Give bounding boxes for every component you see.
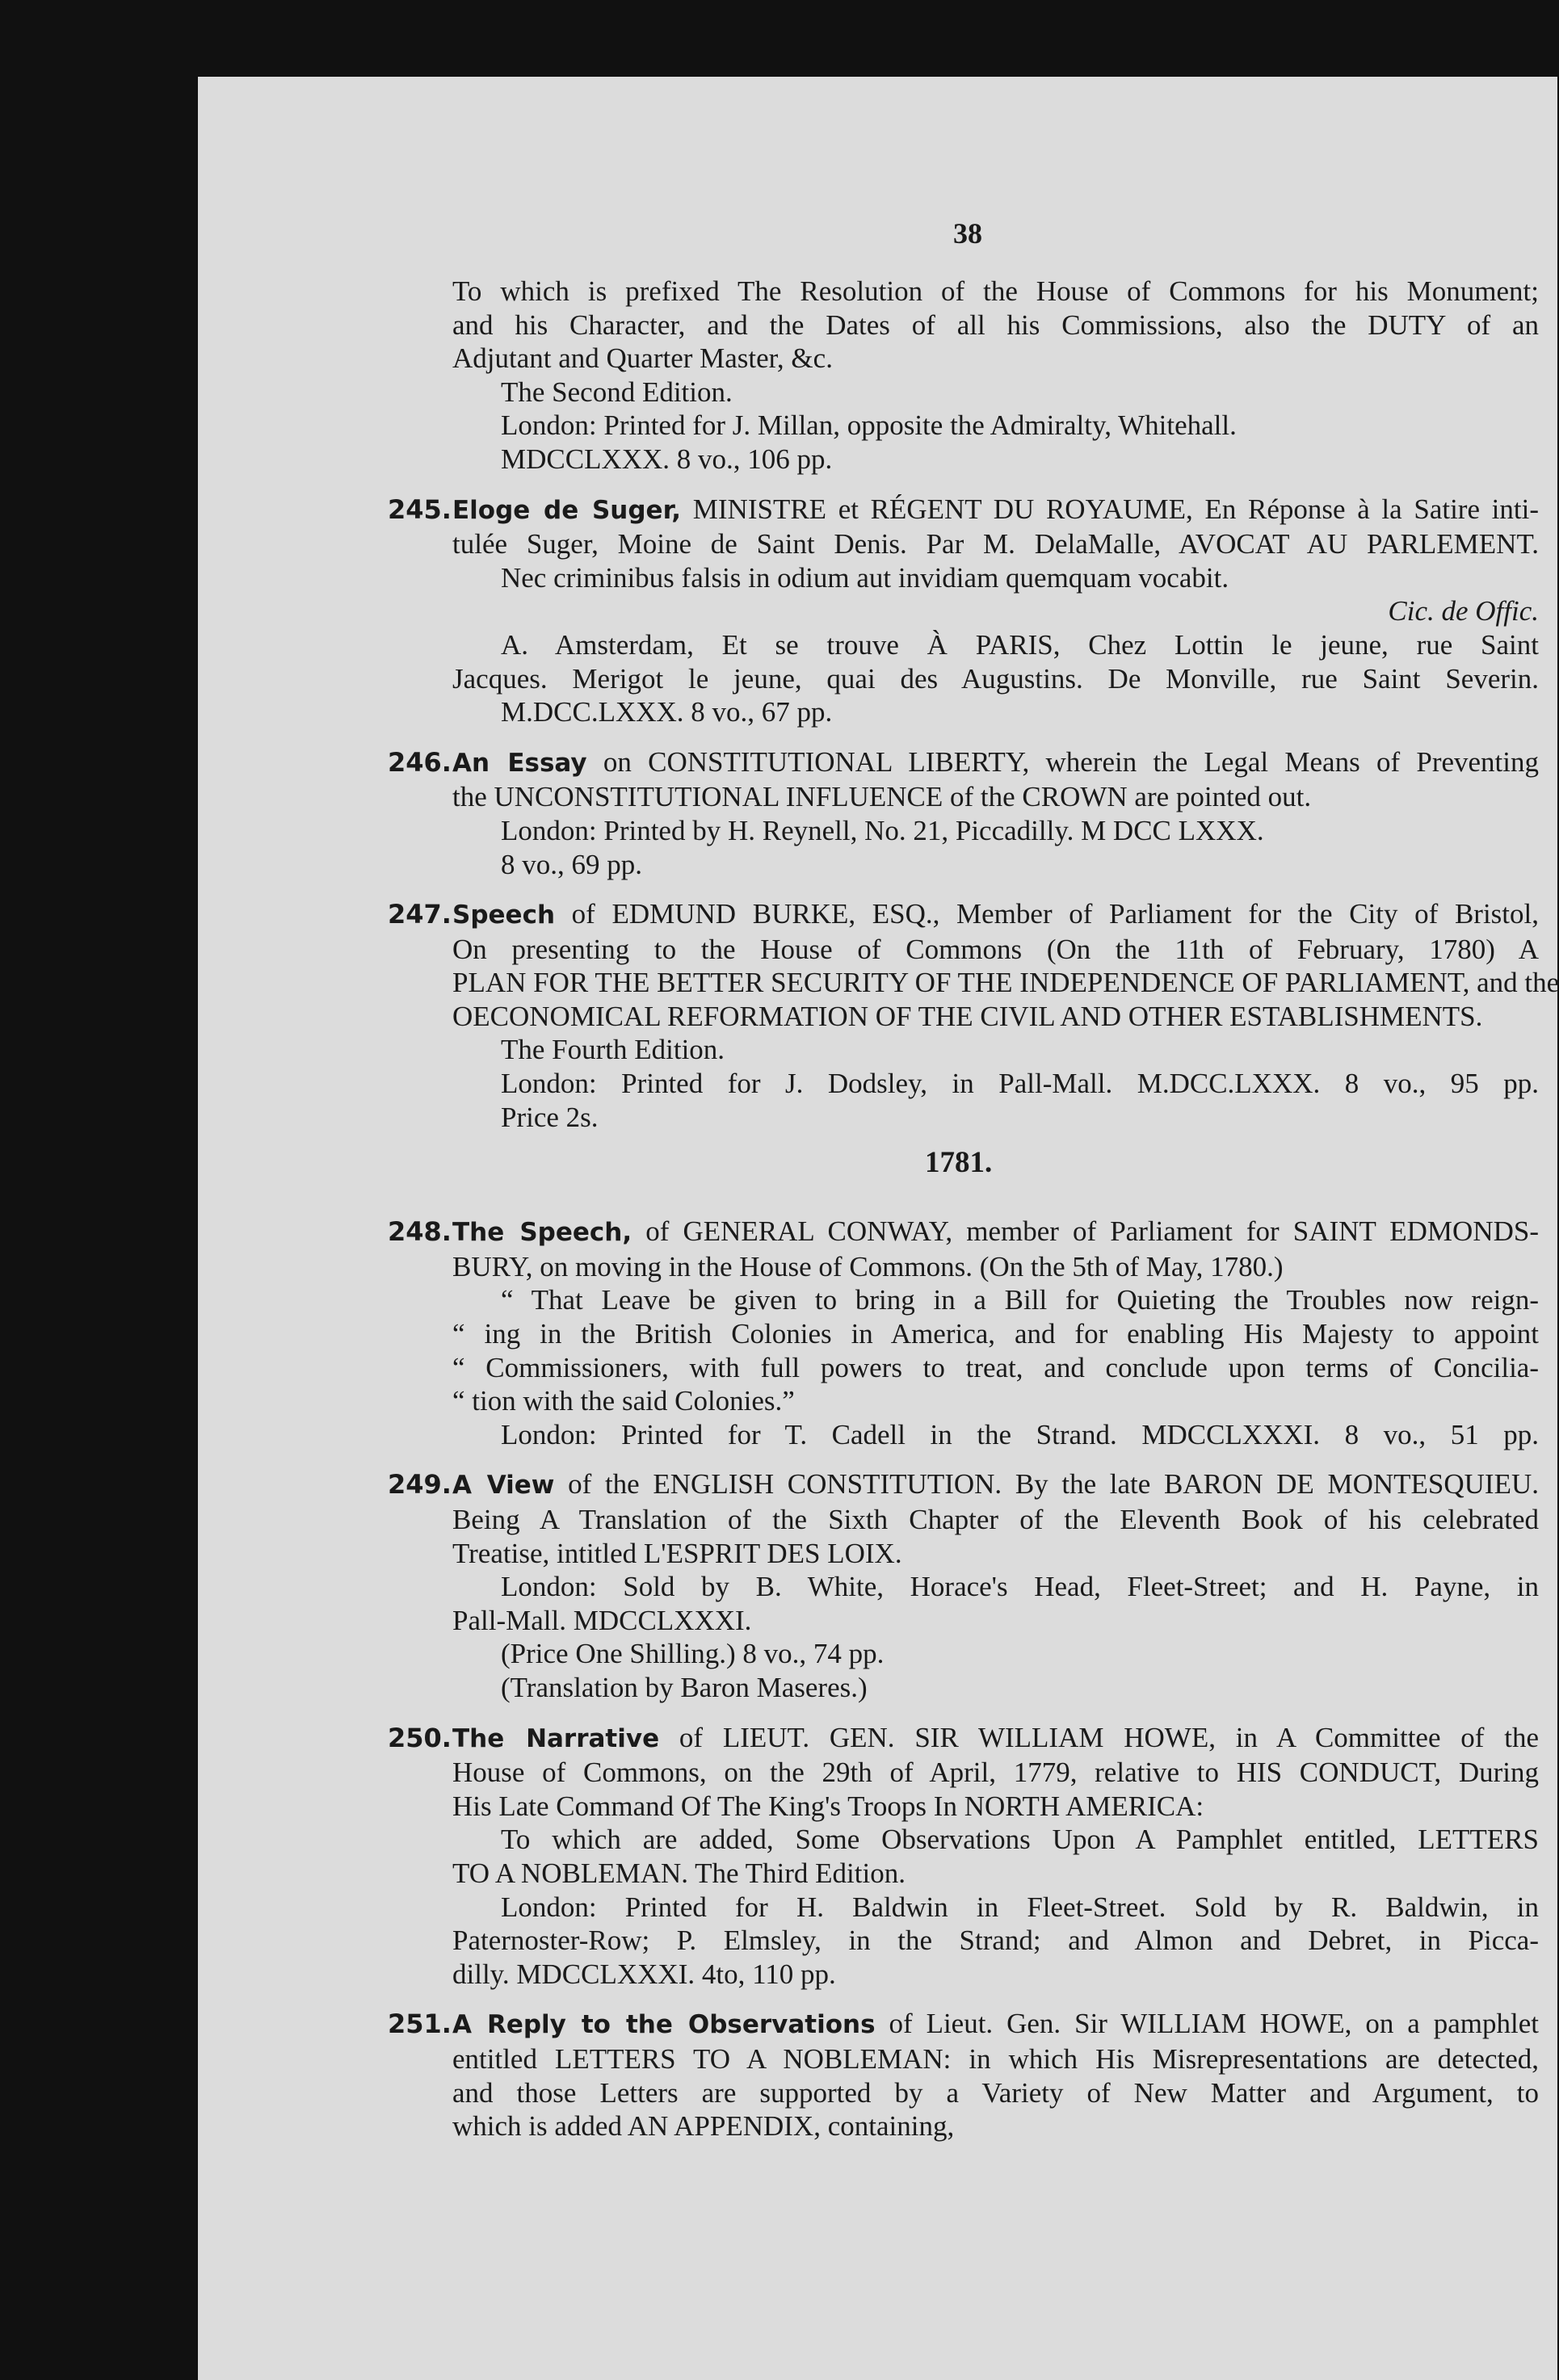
line-text: London: Printed for J. Dodsley, in Pall-Mall. M.DCC.LXXX. 8 vo., 95 pp.: [501, 1068, 1539, 1100]
text-line: [452, 1823, 1539, 1857]
text-line: [452, 1503, 1539, 1537]
entry-first-line: [388, 2007, 1539, 2042]
text-line: [452, 1958, 1539, 1992]
line-text: On presenting to the House of Commons (On the 11th of February, 1780) A: [452, 933, 1539, 965]
text-line: [452, 2109, 1539, 2143]
text-line: [452, 1671, 1539, 1705]
text-line: [452, 1537, 1539, 1571]
text-line: [452, 1891, 1539, 1925]
text-line: [452, 342, 1539, 376]
line-text: Price 2s.: [501, 1101, 599, 1133]
line-text: London: Printed for H. Baldwin in Fleet-Street. Sold by R. Baldwin, in: [501, 1891, 1539, 1923]
line-text: London: Printed for T. Cadell in the Strand. MDCCLXXXI. 8 vo., 51 pp.: [501, 1418, 1539, 1450]
entry-first-line: [388, 745, 1539, 781]
entry-heading: Speech: [452, 900, 556, 930]
line-text: A. Amsterdam, Et se trouve À PARIS, Chez Lottin le jeune, rue Saint: [501, 628, 1539, 661]
text-line: [452, 1000, 1539, 1034]
text-line: [452, 443, 1539, 476]
text-line: [452, 594, 1539, 628]
text-line: [452, 1570, 1539, 1604]
text-line: [452, 1384, 1539, 1418]
line-text: London: Printed by H. Reynell, No. 21, Piccadilly. M DCC LXXX.: [501, 814, 1264, 846]
entry-heading: The Speech,: [452, 1218, 632, 1248]
year-heading: 1781.: [925, 1146, 993, 1179]
line-text: MINISTRE et RÉGENT DU ROYAUME, En Réponse à la Satire inti-: [681, 493, 1539, 525]
text-line: [452, 814, 1539, 848]
line-text: PLAN FOR THE BETTER SECURITY OF THE INDEPENDENCE OF PARLIAMENT, and the: [452, 967, 1559, 999]
text-line: [452, 1250, 1539, 1284]
entry-first-line: [388, 493, 1539, 528]
line-text: His Late Command Of The King's Troops In NORTH AMERICA:: [452, 1790, 1204, 1822]
line-text: To which is prefixed The Resolution of the House of Commons for his Monument;: [452, 275, 1539, 307]
text-line: [452, 1067, 1539, 1101]
text-line: [452, 275, 1539, 309]
line-text: and those Letters are supported by a Variety of New Matter and Argument, to: [452, 2076, 1539, 2109]
text-line: [452, 1790, 1539, 1824]
line-text: and his Character, and the Dates of all his Commissions, also the DUTY of an: [452, 309, 1539, 341]
entry-number: 248.: [388, 1216, 452, 1248]
line-text: of Lieut. Gen. Sir WILLIAM HOWE, on a pamphlet: [875, 2008, 1539, 2040]
line-text: TO A NOBLEMAN. The Third Edition.: [452, 1857, 906, 1889]
entry-number: 251.: [388, 2009, 452, 2040]
line-text: BURY, on moving in the House of Commons. (On the 5th of May, 1780.): [452, 1250, 1284, 1282]
text-line: [452, 780, 1539, 814]
text-line: [452, 662, 1539, 696]
line-text: Jacques. Merigot le jeune, quai des Augustins. De Monville, rue Saint Severin.: [452, 662, 1539, 695]
entry-heading: An Essay: [452, 748, 587, 778]
text-line: [452, 695, 1539, 729]
entry-first-line: [388, 1467, 1539, 1503]
entry-heading: Eloge de Suger,: [452, 495, 682, 525]
entry-first-line: [388, 1215, 1540, 1250]
line-text: dilly. MDCCLXXXI. 4to, 110 pp.: [452, 1958, 836, 1990]
text-line: [452, 628, 1539, 662]
text-line: [452, 376, 1539, 409]
line-text: of EDMUND BURKE, ESQ., Member of Parliament for the City of Bristol,: [555, 898, 1539, 930]
line-text: “ tion with the said Colonies.”: [452, 1385, 795, 1417]
entry-number: 247.: [388, 899, 452, 930]
line-text: The Second Edition.: [501, 376, 733, 408]
line-text: Cic. de Offic.: [1388, 595, 1539, 628]
line-text: Adjutant and Quarter Master, &c.: [452, 342, 833, 375]
line-text: of LIEUT. GEN. SIR WILLIAM HOWE, in A Committee of the: [659, 1721, 1539, 1753]
line-text: OECONOMICAL REFORMATION OF THE CIVIL AND OTHER ESTABLISHMENTS.: [452, 1000, 1483, 1032]
line-text: Nec criminibus falsis in odium aut invidiam quemquam vocabit.: [501, 561, 1229, 594]
text-line: [452, 1418, 1539, 1452]
line-text: of GENERAL CONWAY, member of Parliament for SAINT EDMONDS-: [632, 1215, 1540, 1248]
text-line: [452, 1924, 1539, 1958]
entry-number: 250.: [388, 1722, 452, 1753]
text-line: [452, 1604, 1539, 1638]
text-line: [452, 1317, 1539, 1351]
text-line: [452, 933, 1539, 967]
line-text: To which are added, Some Observations Upon A Pamphlet entitled, LETTERS: [501, 1824, 1539, 1856]
line-text: tulée Suger, Moine de Saint Denis. Par M. DelaMalle, AVOCAT AU PARLEMENT.: [452, 528, 1539, 560]
entry-number: 249.: [388, 1469, 452, 1501]
line-text: “ ing in the British Colonies in America, and for enabling His Majesty to appoint: [452, 1318, 1539, 1350]
line-text: (Price One Shilling.) 8 vo., 74 pp.: [501, 1638, 885, 1670]
line-text: London: Printed for J. Millan, opposite the Admiralty, Whitehall.: [501, 409, 1237, 442]
line-text: Being A Translation of the Sixth Chapter of the Eleventh Book of his celebrated: [452, 1504, 1539, 1535]
text-line: [452, 1283, 1539, 1317]
text-line: [452, 1857, 1539, 1891]
line-text: House of Commons, on the 29th of April, 1779, relative to HIS CONDUCT, During: [452, 1757, 1539, 1789]
entry-first-line: [388, 1721, 1539, 1757]
line-text: The Fourth Edition.: [501, 1034, 725, 1066]
text-line: [452, 409, 1539, 443]
entry-number: 246.: [388, 746, 452, 778]
line-text: London: Sold by B. White, Horace's Head, Fleet-Street; and H. Payne, in: [501, 1571, 1539, 1603]
text-line: [452, 2076, 1539, 2110]
line-text: MDCCLXXX. 8 vo., 106 pp.: [501, 443, 833, 475]
text-line: [452, 1033, 1539, 1067]
text-line: [452, 1351, 1539, 1385]
text-line: [452, 1756, 1539, 1790]
line-text: which is added AN APPENDIX, containing,: [452, 2110, 955, 2143]
text-line: [452, 309, 1539, 342]
line-text: M.DCC.LXXX. 8 vo., 67 pp.: [501, 696, 833, 728]
line-text: of the ENGLISH CONSTITUTION. By the late BARON DE MONTESQUIEU.: [554, 1468, 1539, 1501]
text-line: [452, 1101, 1539, 1135]
line-text: “ Commissioners, with full powers to treat, and conclude upon terms of Concilia-: [452, 1351, 1539, 1383]
text-line: [452, 2042, 1539, 2076]
entry-number: 245.: [388, 493, 452, 525]
entry-heading: The Narrative: [452, 1723, 660, 1753]
page-number: 38: [953, 217, 982, 250]
line-text: Paternoster-Row; P. Elmsley, in the Strand; and Almon and Debret, in Picca-: [452, 1925, 1539, 1957]
text-line: [452, 527, 1539, 561]
text-line: [452, 966, 1559, 1000]
entry-heading: A Reply to the Observations: [452, 2010, 876, 2040]
bibliography-text: [388, 275, 1559, 2143]
line-text: Treatise, intitled L'ESPRIT DES LOIX.: [452, 1537, 902, 1569]
text-line: [452, 1637, 1539, 1671]
entry-heading: A View: [452, 1471, 555, 1501]
line-text: the UNCONSTITUTIONAL INFLUENCE of the CROWN are pointed out.: [452, 781, 1312, 813]
line-text: “ That Leave be given to bring in a Bill for Quieting the Troubles now reign-: [501, 1284, 1539, 1316]
text-line: [452, 561, 1539, 595]
line-text: 8 vo., 69 pp.: [501, 848, 642, 880]
line-text: Pall-Mall. MDCCLXXXI.: [452, 1604, 752, 1636]
entry-first-line: [388, 897, 1539, 933]
text-line: [452, 848, 1539, 882]
line-text: (Translation by Baron Maseres.): [501, 1671, 868, 1703]
line-text: entitled LETTERS TO A NOBLEMAN: in which His Misrepresentations are detected,: [452, 2042, 1539, 2075]
line-text: on CONSTITUTIONAL LIBERTY, wherein the Legal Means of Preventing: [586, 745, 1539, 778]
